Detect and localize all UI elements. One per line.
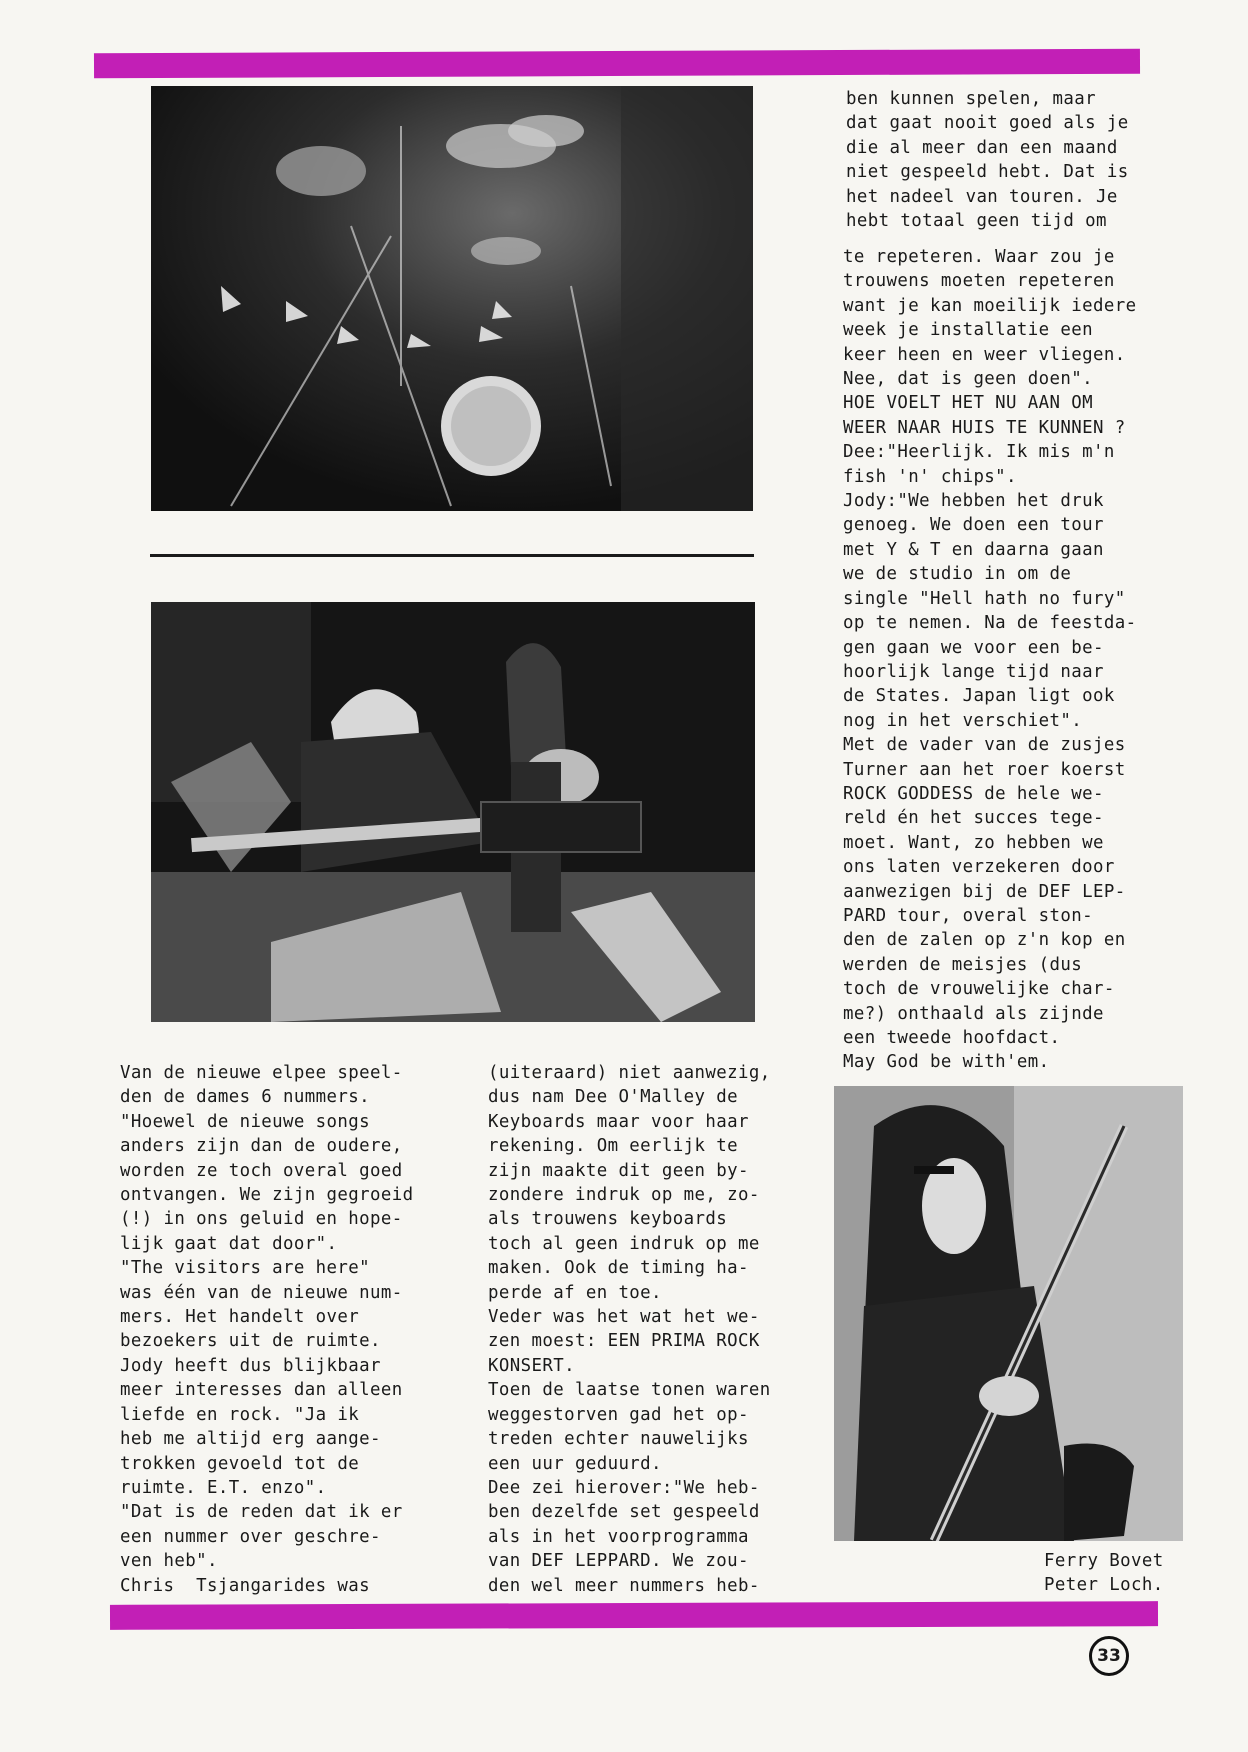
- middle-column-text: (uiteraard) niet aanwezig, dus nam Dee O'Malley de Keyboards maar voor haar rekening. Om eerlijk te zijn maakte dit geen by- zondere indruk op me, zo- als trouwens keyboards toch al geen indruk op me maken. Ook de timing ha- perde af en toe. Veder was het wat het we- zen moest: EEN PRIMA ROCK KONSERT. Toen de laatse tonen waren weggestorven gad het op- treden echter nauwelijks een uur geduurd. Dee zei hierover:"We heb- ben dezelfde set gespeeld als in het voorprogramma van DEF LEPPARD. We zou- den wel meer nummers heb-: [488, 1063, 771, 1596]
- top-accent-bar: [94, 49, 1140, 79]
- right-column-main-text: te repeteren. Waar zou je trouwens moeten repeteren want je kan moeilijk iedere week je installatie een keer heen en weer vliegen. Nee, dat is geen doen". HOE VOELT HET NU AAN OM WEER NAAR HUIS TE KUNNEN ? Dee:"Heerlijk. Ik mis m'n fish 'n' chips". Jody:"We hebben het druk genoeg. We doen een tour met Y & T en daarna gaan we de studio in om de single "Hell hath no fury" op te nemen. Na de feestda- gen gaan we voor een be- hoorlijk lange tijd naar de States. Japan ligt ook nog in het verschiet". Met de vader van de zusjes Turner aan het roer koerst ROCK GODDESS de hele we- reld én het succes tege- moet. Want, zo hebben we ons laten verzekeren door aanwezigen bij de DEF LEP- PARD tour, overal ston- den de zalen op z'n kop en werden de meisjes (dus toch de vrouwelijke char- me?) onthaald als zijnde een tweede hoofdact. May God be with'em.: [843, 247, 1137, 1073]
- photo-drumkit-icon: [151, 86, 753, 511]
- photo-credits: Ferry Bovet Peter Loch.: [1044, 1551, 1164, 1596]
- singer-with-guitar-photo: [834, 1086, 1183, 1541]
- page-number: [1089, 1636, 1129, 1676]
- left-column-text: Van de nieuwe elpee speel- den de dames 6 nummers. "Hoewel de nieuwe songs anders zijn dan de oudere, worden ze toch overal goed ontvangen. We zijn gegroeid (!) in ons geluid en hope- lijk gaat dat door". "The visitors are here" was één van de nieuwe num- mers. Het handelt over bezoekers uit de ruimte. Jody heeft dus blijkbaar meer interesses dan alleen liefde en rock. "Ja ik heb me altijd erg aange- trokken gevoeld tot de ruimte. E.T. enzo". "Dat is de reden dat ik er een nummer over geschre- ven heb". Chris Tsjangarides was: [120, 1063, 414, 1596]
- photo-band-icon: [151, 602, 755, 1022]
- guitarists-on-stage-photo: [151, 602, 755, 1022]
- divider-rule: [150, 554, 754, 557]
- bottom-accent-bar: [110, 1601, 1158, 1630]
- photo-singer-icon: [834, 1086, 1183, 1541]
- drum-kit-photo: [151, 86, 753, 511]
- right-column-top-text: ben kunnen spelen, maar dat gaat nooit goed als je die al meer dan een maand niet gespeeld hebt. Dat is het nadeel van touren. Je hebt totaal geen tijd om: [846, 89, 1129, 232]
- page-number-label: 33: [1097, 1646, 1121, 1666]
